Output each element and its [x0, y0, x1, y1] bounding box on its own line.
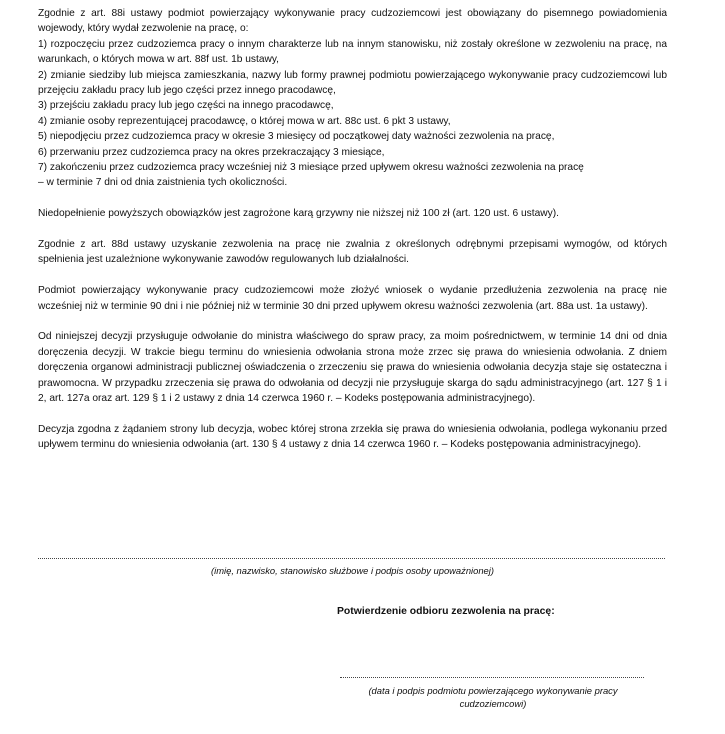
appeal-paragraph: Od niniejszej decyzji przysługuje odwołanie do ministra właściwego do spraw pracy, za moim pośrednictwem, w terminie 14 dni od dnia doręczenia decyzji. W trakcie biegu terminu do wniesienia odwołania strona może zrzec się prawa do wniesienia odwołania. Z dniem doręczenia organowi administracji publicznej oświadczenia o zrzeczeniu się prawa do wniesienia odwołania decyzja staje się ostateczna i prawomocna. W przypadku zrzeczenia się prawa do odwołania od decyzji nie przysługuje skarga do sądu administracyjnego (art. 127 § 1 i 2, art. 127a oraz art. 129 § 1 i 2 ustawy z dnia 14 czerwca 1960 r. – Kodeks postępowania administracyjnego).: [38, 331, 667, 405]
penalty-paragraph: Niedopełnienie powyższych obowiązków jest zagrożone karą grzywny nie niższej niż 100 zł (art. 120 ust. 6 ustawy).: [38, 208, 559, 220]
extension-paragraph: Podmiot powierzający wykonywanie pracy cudzoziemcowi może złożyć wniosek o wydanie przedłużenia zezwolenia na pracę nie wcześniej niż w terminie 90 dni i nie później niż w terminie 30 dni przed upływem okresu ważności zezwolenia (art. 88a ust. 1a ustawy).: [38, 285, 667, 312]
document-body: [38, 6, 667, 468]
signature-caption: (imię, nazwisko, stanowisko służbowe i podpis osoby upoważnionej): [211, 565, 494, 576]
list-item: 2) zmianie siedziby lub miejsca zamieszkania, nazwy lub formy prawnej podmiotu powierzającego wykonywanie pracy cudzoziemcowi lub przejęciu zakładu pracy lub jego części przez innego pracodawcę,: [38, 69, 667, 97]
list-item: 6) przerwaniu przez cudzoziemca pracy na okres przekraczający 3 miesiące,: [38, 146, 385, 158]
deadline-text: – w terminie 7 dni od dnia zaistnienia tych okoliczności.: [38, 177, 288, 189]
list-item: 7) zakończeniu przez cudzoziemca pracy wcześniej niż 3 miesiące przed upływem okresu ważności zezwolenia na pracę: [38, 162, 584, 174]
obligations-list: [38, 37, 667, 191]
intro-paragraph: Zgodnie z art. 88i ustawy podmiot powierzający wykonywanie pracy cudzoziemcowi jest obowiązany do pisemnego powiadomienia wojewody, który wydał zezwolenie na pracę, o:: [38, 8, 667, 35]
list-item: 3) przejściu zakładu pracy lub jego części na innego pracodawcę,: [38, 100, 334, 112]
list-item: 5) niepodjęciu przez cudzoziemca pracy w okresie 3 miesięcy od początkowej daty ważności zezwolenia na pracę,: [38, 131, 555, 143]
signature-line: [38, 558, 665, 559]
signature-block: [38, 558, 667, 577]
execution-paragraph: Decyzja zgodna z żądaniem strony lub decyzja, wobec której strona zrzekła się prawa do wniesienia odwołania, podlega wykonaniu przed upływem terminu do wniesienia odwołania (art. 130 § 4 ustawy z dnia 14 czerwca 1960 r. – Kodeks postępowania administracyjnego).: [38, 423, 667, 451]
list-item: 1) rozpoczęciu przez cudzoziemca pracy o innym charakterze lub na innym stanowisku, niż zostały określone w zezwoleniu na pracę, na warunkach, o których mowa w art. 88f ust. 1b ustawy,: [38, 38, 667, 66]
list-item: 4) zmianie osoby reprezentującej pracodawcę, o której mowa w art. 88c ust. 6 pkt 3 ustawy,: [38, 115, 451, 127]
deadline-note: [38, 175, 667, 190]
confirmation-signature-line: [340, 677, 644, 678]
requirements-paragraph: Zgodnie z art. 88d ustawy uzyskanie zezwolenia na pracę nie zwalnia z określonych odrębnymi przepisami wymogów, od których spełnienia jest uzależnione wykonywanie zawodów regulowanych lub działalności.: [38, 239, 667, 266]
confirmation-title: Potwierdzenie odbioru zezwolenia na pracę:: [337, 606, 555, 617]
confirmation-caption: (data i podpis podmiotu powierzającego wykonywanie pracy cudzoziemcowi): [368, 685, 618, 709]
